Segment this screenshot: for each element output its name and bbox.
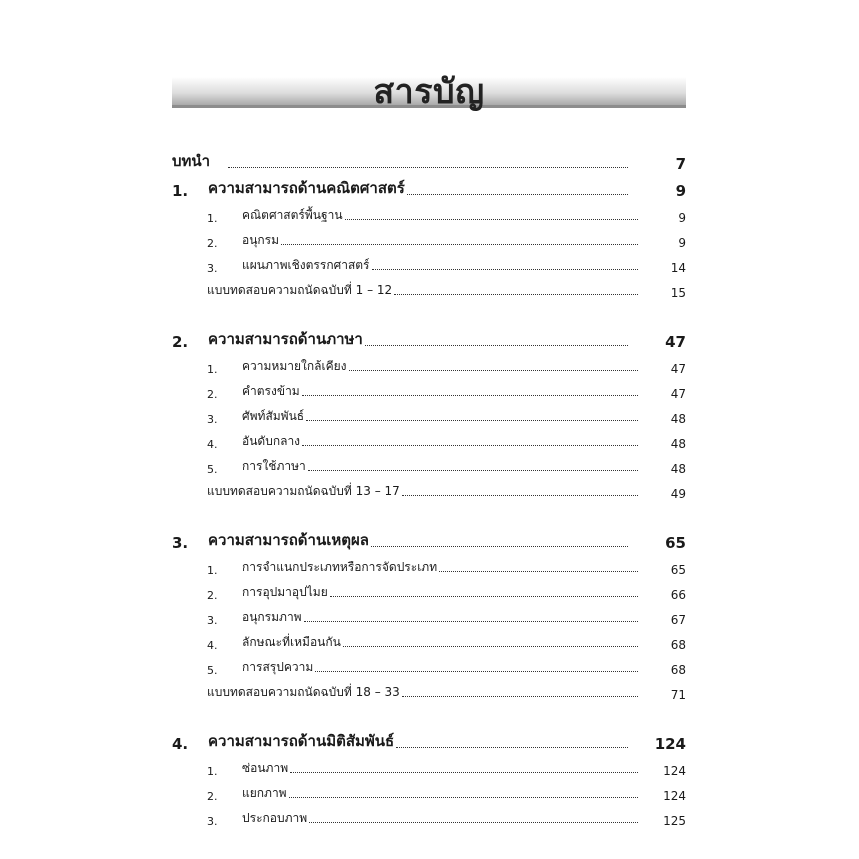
toc-item[interactable]	[172, 451, 686, 476]
item-page: 47	[670, 387, 686, 401]
toc-intro-label: บทนำ	[172, 152, 211, 170]
item-title: แยกภาพ	[242, 786, 287, 800]
dot-leader	[309, 821, 638, 823]
section-number: 4.	[172, 735, 189, 753]
item-number: 2.	[207, 790, 218, 803]
item-title: อนุกรมภาพ	[242, 610, 302, 624]
item-title: อันดับกลาง	[242, 434, 301, 448]
item-number: 1.	[207, 765, 218, 778]
item-title: ซ่อนภาพ	[242, 761, 289, 775]
item-title: คณิตศาสตร์พื้นฐาน	[242, 208, 343, 222]
item-page: 124	[663, 764, 686, 778]
dot-leader	[371, 545, 628, 547]
test-title: แบบทดสอบความถนัดฉบับที่ 13 – 17	[207, 484, 400, 498]
item-number: 1.	[207, 564, 218, 577]
item-page: 48	[670, 412, 686, 426]
toc-item[interactable]	[172, 602, 686, 627]
dot-leader	[372, 268, 639, 270]
test-title: แบบทดสอบความถนัดฉบับที่ 1 – 12	[207, 283, 393, 297]
toc-item[interactable]	[172, 401, 686, 426]
item-number: 2.	[207, 589, 218, 602]
item-page: 68	[670, 663, 686, 677]
item-page: 125	[663, 814, 686, 828]
item-number: 1.	[207, 363, 218, 376]
section-number: 3.	[172, 534, 189, 552]
item-number: 3.	[207, 413, 218, 426]
item-title: การสรุปความ	[242, 660, 314, 674]
item-number: 5.	[207, 664, 218, 677]
section-page: 124	[654, 735, 686, 753]
toc-intro-page: 7	[675, 155, 686, 173]
dot-leader	[281, 243, 638, 245]
toc-intro[interactable]	[172, 146, 686, 173]
toc-section[interactable]	[172, 525, 686, 552]
item-title: อนุกรม	[242, 233, 280, 247]
item-title: แผนภาพเชิงตรรกศาสตร์	[242, 258, 370, 272]
item-number: 3.	[207, 815, 218, 828]
item-page: 9	[678, 211, 686, 225]
toc-test[interactable]	[172, 275, 686, 300]
item-page: 9	[678, 236, 686, 250]
toc-test[interactable]	[172, 476, 686, 501]
toc-item[interactable]	[172, 627, 686, 652]
item-number: 2.	[207, 237, 218, 250]
item-page: 67	[670, 613, 686, 627]
item-number: 4.	[207, 639, 218, 652]
dot-leader	[308, 469, 638, 471]
dot-leader	[349, 369, 638, 371]
item-title: คำตรงข้าม	[242, 384, 300, 398]
item-title: ลักษณะที่เหมือนกัน	[242, 635, 341, 649]
dot-leader	[315, 670, 638, 672]
section-title: ความสามารถด้านเหตุผล	[208, 531, 369, 549]
section-number: 2.	[172, 333, 189, 351]
dot-leader	[402, 695, 638, 697]
toc-item[interactable]	[172, 250, 686, 275]
toc-item[interactable]	[172, 778, 686, 803]
toc-section[interactable]	[172, 324, 686, 351]
section-title: ความสามารถด้านคณิตศาสตร์	[208, 179, 405, 197]
test-page: 49	[670, 487, 686, 501]
test-title: แบบทดสอบความถนัดฉบับที่ 18 – 33	[207, 685, 400, 699]
item-title: ประกอบภาพ	[242, 811, 308, 825]
toc-section[interactable]	[172, 726, 686, 753]
item-number: 3.	[207, 262, 218, 275]
toc-item[interactable]	[172, 753, 686, 778]
item-page: 48	[670, 437, 686, 451]
dot-leader	[402, 494, 638, 496]
dot-leader	[407, 193, 628, 195]
section-page: 9	[675, 182, 686, 200]
toc-item[interactable]	[172, 577, 686, 602]
toc-item[interactable]	[172, 351, 686, 376]
test-page: 15	[670, 286, 686, 300]
item-page: 66	[670, 588, 686, 602]
dot-leader	[302, 394, 638, 396]
item-title: ความหมายใกล้เคียง	[242, 359, 347, 373]
dot-leader	[302, 444, 638, 446]
toc-item[interactable]	[172, 376, 686, 401]
title-band	[172, 58, 686, 112]
dot-leader	[345, 218, 638, 220]
dot-leader	[439, 570, 638, 572]
item-title: การอุปมาอุปไมย	[242, 585, 328, 599]
item-number: 2.	[207, 388, 218, 401]
section-page: 65	[665, 534, 686, 552]
section-number: 1.	[172, 182, 189, 200]
dot-leader	[343, 645, 638, 647]
toc-item[interactable]	[172, 200, 686, 225]
item-number: 4.	[207, 438, 218, 451]
section-title: ความสามารถด้านมิติสัมพันธ์	[208, 732, 395, 750]
dot-leader	[228, 166, 628, 168]
dot-leader	[394, 293, 638, 295]
item-page: 124	[663, 789, 686, 803]
item-page: 68	[670, 638, 686, 652]
toc-item[interactable]	[172, 552, 686, 577]
section-title: ความสามารถด้านภาษา	[208, 330, 363, 348]
item-title: การใช้ภาษา	[242, 459, 306, 473]
test-page: 71	[670, 688, 686, 702]
dot-leader	[365, 344, 628, 346]
item-number: 1.	[207, 212, 218, 225]
toc-test[interactable]	[172, 677, 686, 702]
page-title: สารบัญ	[373, 72, 485, 112]
item-title: ศัพท์สัมพันธ์	[242, 409, 305, 423]
dot-leader	[396, 746, 628, 748]
dot-leader	[290, 771, 638, 773]
dot-leader	[306, 419, 638, 421]
dot-leader	[304, 620, 638, 622]
toc-item[interactable]	[172, 225, 686, 250]
item-page: 65	[670, 563, 686, 577]
section-page: 47	[665, 333, 686, 351]
dot-leader	[289, 796, 638, 798]
toc-item[interactable]	[172, 426, 686, 451]
item-title: การจำแนกประเภทหรือการจัดประเภท	[242, 560, 438, 574]
item-number: 3.	[207, 614, 218, 627]
toc-item[interactable]	[172, 803, 686, 828]
item-page: 48	[670, 462, 686, 476]
item-page: 14	[670, 261, 686, 275]
item-number: 5.	[207, 463, 218, 476]
dot-leader	[330, 595, 638, 597]
toc-section[interactable]	[172, 173, 686, 200]
toc-sections	[172, 173, 686, 828]
table-of-contents	[172, 146, 686, 828]
toc-item[interactable]	[172, 652, 686, 677]
item-page: 47	[670, 362, 686, 376]
